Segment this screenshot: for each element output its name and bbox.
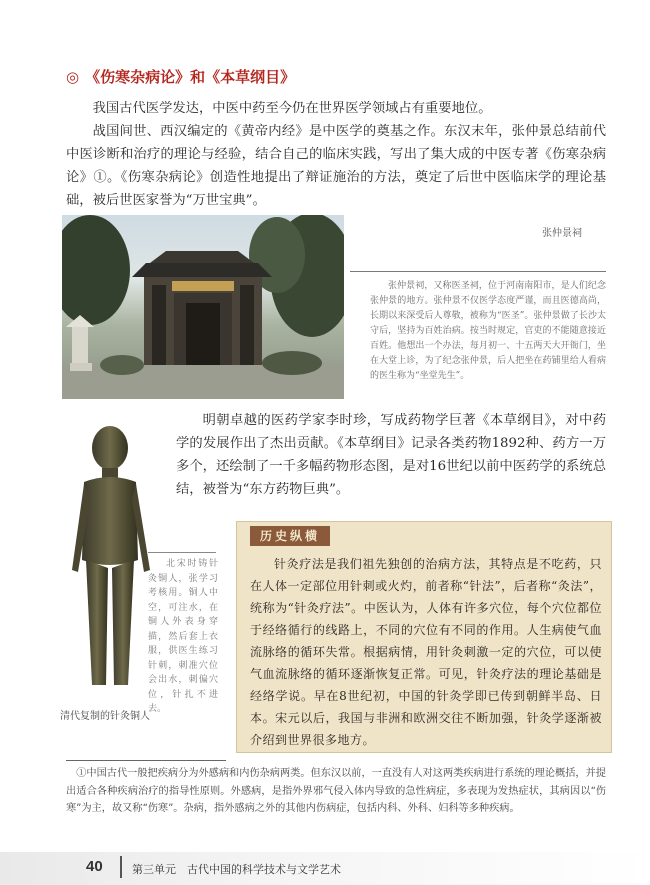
page-number: 40 xyxy=(86,858,103,875)
figure-caption-text: 北宋时铸针灸铜人，张学习考核用。铜人中空，可注水，在铜人外表身穿描，然后套上衣服，供医生练习针刺，刺准穴位会出水，刺偏穴位，针扎不进去。 xyxy=(148,559,218,714)
acupuncture-bronze-figure xyxy=(62,420,162,695)
zhang-zhongjing-shrine-photo xyxy=(62,215,344,399)
history-box-title: 历史纵横 xyxy=(250,526,330,546)
shrine-caption-title: 张仲景祠 xyxy=(542,228,582,239)
footnote-divider xyxy=(66,760,226,761)
figure-caption-divider xyxy=(148,552,216,553)
section-title xyxy=(66,66,606,88)
section-mark-icon: ◎ xyxy=(66,68,80,86)
figure-name: 清代复制的针灸铜人 xyxy=(60,711,150,722)
paragraph-bencao: 明朝卓越的医药学家李时珍，写成药物学巨著《本草纲目》，对中药学的发展作出了杰出贡献。《本草纲目》记录各类药物1892种、药方一万多个，还绘制了一千多幅药物形态图，是对16世纪以前中医药学的系统总结，被誉为“东方药物巨典”。 xyxy=(176,413,606,497)
caption-divider xyxy=(350,271,606,272)
footnote: ①中国古代一般把疾病分为外感病和内伤杂病两类。但东汉以前，一直没有人对这两类疾病进行系统的理论概括，并提出适合各种疾病治疗的指导性原则。外感病，是指外界邪气侵入体内导致的急性病症，多表现为发热症状，其病因以“伤寒”为主，故又称“伤寒”。杂病，指外感病之外的其他内伤病症，包括内科、外科、妇科等多种疾病。 xyxy=(66,768,606,814)
unit-title: 第三单元 古代中国的科学技术与文学艺术 xyxy=(132,863,341,876)
shrine-caption-text: 张仲景祠，又称医圣祠，位于河南南阳市，是人们纪念张仲景的地方。张仲景不仅医学态度严谨，而且医德高尚，长期以来深受后人尊敬，被称为“医圣”。张仲景做了长沙太守后，坚持为百姓治病。按当时规定，官吏的不能随意接近百姓。他想出一个办法，每月初一、十五两天大开衙门，坐在大堂上诊，为了纪念张仲景，后人把坐在药铺里给人看病的医生称为“坐堂先生”。 xyxy=(370,281,606,381)
footer-separator xyxy=(120,856,122,878)
paragraph-intro: 我国古代医学发达，中医中药至今仍在世界医学领域占有重要地位。 xyxy=(92,101,492,116)
paragraph-shanghan: 战国间世、西汉编定的《黄帝内经》是中医学的奠基之作。东汉末年，张仲景总结前代中医诊断和治疗的理论与经验，结合自己的临床实践，写出了集大成的中医专著《伤寒杂病论》①。《伤寒杂病论》创造性地提出了辩证施治的方法，奠定了后世中医临床学的理论基础，被后世医家誉为“万世宝典”。 xyxy=(66,124,606,208)
section-title-text: 《伤寒杂病论》和《本草纲目》 xyxy=(85,68,296,86)
history-box-text: 针灸疗法是我们祖先独创的治病方法，其特点是不吃药，只在人体一定部位用针刺或火灼，前者称“针法”，后者称“灸法”，统称为“针灸疗法”。中医认为，人体有许多穴位，每个穴位都位于经络循行的线路上，不同的穴位有不同的作用。人生病使气血流脉络的循环失常。根据病情，用针灸刺激一定的穴位，可以使气血流脉络的循环逐渐恢复正常。可见，针灸疗法的理论基础是经络学说。早在8世纪初，中国的针灸学即已传到朝鲜半岛、日本。宋元以后，我国与非洲和欧洲交往不断加强，针灸学逐渐被介绍到世界很多地方。 xyxy=(250,557,602,747)
